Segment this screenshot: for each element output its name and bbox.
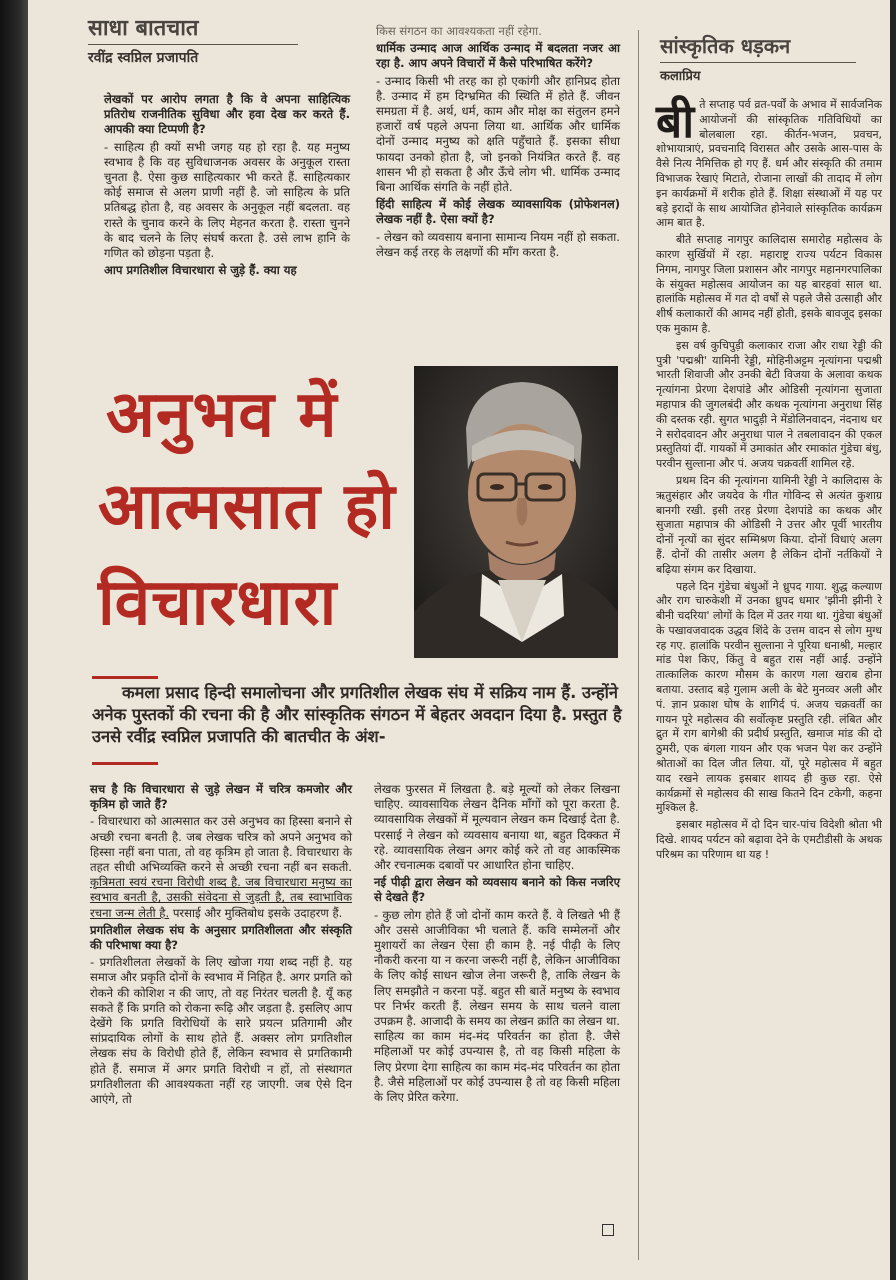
question-6: प्रगतिशील लेखक संघ के अनुसार प्रगतिशीलता और संस्कृति की परिभाषा क्या है?	[90, 922, 352, 953]
lower-column-1	[90, 782, 352, 1109]
right-paragraph-1-text: ते सप्ताह पर्व व्रत-पर्वों के अभाव में सार्वजनिक आयोजनों की सांस्कृतिक गतिविधियों का बोलबाला रहा. कीर्तन-भजन, प्रवचन, शोभायात्राएं, प्रवचनादि विरासत और उसके आस-पास के वैसे नित्य नैमित्तिक हो गए हैं. धर्म और संस्कृति की तमाम विभाजक रेखाएं मिटाते, रोजाना लाखों की तादाद में लोग इन कार्यक्रमों में शरीक होते हैं. शिक्षा संस्थाओं में यह पर बड़े इरादों के साथ आयोजित होनेवाले सांस्कृतिक कार्यक्रम आम बात है.	[656, 98, 882, 230]
answer-5	[90, 814, 352, 920]
end-mark-box	[602, 1224, 614, 1236]
right-paragraph-4: प्रथम दिन की नृत्यांगना यामिनी रेड्डी ने कालिदास के ऋतुसंहार और जयदेव के गीत गोविन्द से अत्यंत कुशाग्र बानगी रखी. इसी तरह प्रेरणा देशपांडे का कथक और सुजाता महापात्र की ओडिसी ने उत्तर और पूर्वी भारतीय दोनों नृत्यों का सुंदर सम्मिश्रण किया. दोनों विधाएं अलग हैं. दोनों की तासीर अलग है लेकिन दोनों नर्तकियों ने बढ़िया संगम कर दिखाया.	[656, 473, 882, 576]
right-paragraph-6: इसबार महोत्सव में दो दिन चार-पांच विदेशी श्रोता भी दिखे. शायद पर्यटन को बढ़ावा देने के एमटीडीसी के अथक परिश्रम का परिणाम था यह !	[656, 818, 882, 861]
question-2: आप प्रगतिशील विचारधारा से जुड़े हैं. क्या यह	[104, 263, 297, 278]
column-title: साधा बातचात	[88, 16, 199, 41]
answer-4-continued: लेखक फुरसत में लिखता है. बड़े मूल्यों को लेकर लिखना चाहिए. व्यावसायिक लेखन दैनिक माँगों को पूरा करता है. व्यावसायिक लेखकों में मूल्यवान लेखन कम दिखाई देता है. परसाई ने लेखन को व्यवसाय बनाया था, बहुत दिक्कत में रहे. व्यावसायिक लेखन अगर कोई करे तो वह आकस्मिक और रचनात्मक दबावों पर आधारित होना चाहिए.	[374, 782, 620, 873]
intro-rule-top	[92, 676, 158, 679]
right-article-body	[656, 94, 882, 865]
column-divider	[638, 30, 639, 1260]
answer-5-part-a: - विचारधारा को आत्मसात कर उसे अनुभव का हिस्सा बनाने से अच्छी रचना बनती है. जब लेखक चरित्र को अपने अनुभव को हिस्सा नहीं बना पाता, तो वह कृत्रिम हो जाता है. विचारधारा के तहत सीधी अभिव्यक्ति करने से अच्छी रचना नहीं बन सकती.	[90, 814, 352, 875]
intro-blurb: कमला प्रसाद हिन्दी समालोचना और प्रगतिशील लेखक संघ में सक्रिय नाम हैं. उन्होंने अनेक पुस्तकों की रचना की है और सांस्कृतिक संगठन में बेहतर अवदान दिया है. प्रस्तुत है उनसे रवींद्र स्वप्निल प्रजापति की बातचीत के अंश-	[92, 683, 622, 746]
answer-5-underlined: कृत्रिमता स्वयं रचना विरोधी शब्द है. जब विचारधारा मनुष्य का स्वभाव बनती है, उसकी संवेदना से जुड़ती है, तब स्वाभाविक रचना जन्म लेती है.	[90, 875, 352, 920]
right-title-rule	[660, 62, 856, 63]
author-photo	[414, 366, 618, 658]
upper-column-2	[376, 24, 620, 262]
question-7: नई पीढ़ी द्वारा लेखन को व्यवसाय बनाने को किस नजरिए से देखते हैं?	[374, 875, 620, 905]
right-byline: कलाप्रिय	[660, 69, 701, 84]
intro-rule-bottom	[92, 762, 158, 765]
right-paragraph-1	[656, 94, 882, 231]
answer-1: - साहित्य ही क्यों सभी जगह यह हो रहा है. यह मनुष्य स्वभाव है कि वह सुविधाजनक अवसर के अनुकूल रास्ता चुनता है. ऐसा कुछ साहित्यकार भी करते हैं. साहित्यकार कोई समाज से अलग प्राणी नहीं है. जो साहित्य के प्रति प्रतिबद्ध होता है, वह अवसर के अनुकूल नहीं बदलता. वह रास्ते के चुनाव करने के लिए मेहनत करता है. रास्ता चुनने के बाद चलने के लिए संघर्ष करता है. उसे लाभ हानि के गणित को छोड़ना पड़ता है.	[104, 139, 350, 261]
right-paragraph-5: पहले दिन गुंडेचा बंधुओं ने ध्रुपद गाया. शुद्ध कल्याण और राग चारुकेशी में उनका ध्रुपद धमार 'झीनी झीनी रे बीनी चदरिया' लोगों के दिल में उतर गया था. गुंडेचा बंधुओं के पखावजवादक उद्धव शिंदे के उत्तम वादन से लोग मुग्ध रह गए. हालांकि परवीन सुल्ताना ने पूरिया धनाश्री, मल्हार मांड पेश किए, किंतु वे बहुत रास नहीं आईं. उन्होंने तात्कालिक कारण मौसम के कारण गला खराब होना बताया. उस्ताद बड़े गुलाम अली के बेटे मुनव्वर अली और पं. ज्ञान प्रकाश घोष के शागिर्द पं. अजय चक्रवर्ती का गायन पूरे महोत्सव की सर्वोत्कृष्ट प्रस्तुति रही. लंबित और द्रुत में राग बागेश्री की प्रदीर्घ प्रस्तुति, खमाज मांड की दो ठुमरी, एक बंगला गायन और एक भजन पेश कर उन्होंने श्रोताओं का दिल जीत लिया. यों, पूरे महोत्सव में बहुत याद रखने लायक इसबार शायद ही कुछ रहा. ऐसे कार्यक्रमों से महोत्सव की साख कितने दिन टकेगी, कहना मुश्किल है.	[656, 579, 882, 815]
right-paragraph-3: इस वर्ष कुचिपुड़ी कलाकार राजा और राधा रेड्डी की पुत्री 'पद्मश्री' यामिनी रेड्डी, मोहिनीअट्टम नृत्यांगना पद्मश्री भारती शिवाजी और उनकी बेटी विजया के अलावा कथक नृत्यांगना प्रेरणा देशपांडे और ओडिसी नृत्यांगना सुजाता महापात्र की जुगलबंदी और कथक नृत्यांगना अनुराधा सिंह की दस्तक रही. सुगत भादुड़ी ने मेंडोलिनवादन, नंदनाथ धर ने सरोदवादन और अनुराधा पाल ने तबलावादन की एकल प्रस्तुतियां दीं. गायकों में उमाकांत और रमाकांत गुंडेचा बंधु, परवीन सुल्ताना और पं. अजय चक्रवर्ती शामिल रहे.	[656, 338, 882, 471]
page-binding-edge	[0, 0, 28, 1280]
upper-column-1	[104, 92, 350, 280]
portrait-illustration	[414, 366, 618, 658]
answer-3: - उन्माद किसी भी तरह का हो एकांगी और हानिप्रद होता है. उन्माद में हम दिग्भ्रमित की स्थिति में होते हैं. जीवन समग्रता में है. अर्थ, धर्म, काम और मोक्ष का संतुलन हमने हजारों वर्ष पहले अपना लिया था. आर्थिक और धार्मिक दोनों उन्माद मनुष्य को क्षति पहुँचाते हैं. इसका सीधा फायदा उनको होता है, जो इनको नियंत्रित करते हैं. वह शासन भी हो सकता है और ऊँचे लोग भी. धार्मिक उन्माद बिना आर्थिक संगति के नहीं होते.	[376, 73, 620, 195]
answer-6: - प्रगतिशीलता लेखकों के लिए खोजा गया शब्द नहीं है. यह समाज और प्रकृति दोनों के स्वभाव में निहित है. अगर प्रगति को रोकने की कोशिश न की जाए, तो वह निरंतर चलती है. यूँ कह सकते हैं कि प्रगति को रोकना रूढ़ि और जड़ता है. इसलिए आप देखेंगे कि प्रगति विरोधियों के सारे प्रयत्न प्रतिगामी और सांप्रदायिक लोगों के साथ होते हैं. अक्सर लोग प्रगतिशील लेखक संघ के विरोधी होते हैं, लेकिन स्वभाव से प्रगतिकामी होते हैं. समाज में अगर प्रगति विरोधी न हों, तो संस्थागत प्रगतिशीलता की आवश्यकता नहीं रह जाएगी. जब ऐसे दिन आएंगे, तो	[90, 955, 352, 1107]
question-3: धार्मिक उन्माद आज आर्थिक उन्माद में बदलता नजर आ रहा है. आप अपने विचारों में कैसे परिभाषित करेंगे?	[376, 41, 620, 71]
newspaper-page	[28, 0, 890, 1280]
column-2-top-cut: किस संगठन का आवश्यकता नहीं रहेगा.	[376, 24, 542, 38]
answer-7: - कुछ लोग होते हैं जो दोनों काम करते हैं. वे लिखते भी हैं और उससे आजीविका भी चलाते हैं. कवि सम्मेलनों और मुशायरों का लेखन ऐसा ही काम है. नई पीढ़ी के लिए नौकरी करना या न करना जरूरी नहीं है, लेकिन आजीविका के लिए कोई साधन खोज लेना जरूरी है, ताकि लेखन के लिए समझौते न करना पड़ें. बहुत सी बातें मनुष्य के स्वभाव पर निर्भर करती हैं. लेखन समय के साथ चलने वाला उपक्रम है. आजादी के समय का लेखन क्रांति का लेखन था. साहित्य का काम मंद-मंद परिवर्तन का होता है. जैसे महिलाओं पर कोई उपन्यास है, तो वह किसी महिला के लिए प्रेरणा देगा साहित्य का काम मंद-मंद परिवर्तन का होता है. जैसे महिलाओं पर कोई उपन्यास है तो वह किसी महिला के लिए प्रेरित करेगा.	[374, 907, 620, 1105]
right-paragraph-2: बीते सप्ताह नागपुर कालिदास समारोह महोत्सव के कारण सुर्खियों में रहा. महाराष्ट्र राज्य पर्यटन विकास निगम, नागपुर जिला प्रशासन और नागपुर महानगरपालिका के संयुक्त महोत्सव आयोजन का यह बारहवां साल था. हालांकि महोत्सव में गत दो वर्षों से पहले जैसे उत्साही और शीर्ष कलाकारों की आमद नहीं होती, इसके बावजूद इसका एक मुकाम है.	[656, 233, 882, 335]
headline-line-1: अनुभव में	[106, 378, 338, 452]
right-column-title: सांस्कृतिक धड़कन	[660, 34, 791, 58]
headline-line-3: विचारधारा	[98, 566, 338, 640]
answer-5-part-c: परसाई और मुक्तिबोध इसके उदाहरण हैं.	[172, 905, 343, 920]
title-rule	[88, 44, 298, 45]
lower-column-2	[374, 782, 620, 1107]
drop-cap: बी	[656, 94, 695, 148]
question-5: सच है कि विचारधारा से जुड़े लेखन में चरित्र कमजोर और कृत्रिम हो जाते हैं?	[90, 782, 352, 812]
headline-line-2: आत्मसात हो	[98, 470, 396, 544]
byline: रवींद्र स्वप्निल प्रजापति	[88, 50, 199, 66]
question-4: हिंदी साहित्य में कोई लेखक व्यावसायिक (प्रोफेशनल) लेखक नहीं है. ऐसा क्यों है?	[376, 197, 620, 227]
question-1: लेखकों पर आरोप लगता है कि वे अपना साहित्यिक प्रतिरोध राजनीतिक सुविधा और हवा देख कर करते हैं. आपकी क्या टिप्पणी है?	[104, 92, 350, 137]
answer-4: - लेखन को व्यवसाय बनाना सामान्य नियम नहीं हो सकता. लेखन कई तरह के लक्षणों की माँग करता है.	[376, 229, 620, 259]
